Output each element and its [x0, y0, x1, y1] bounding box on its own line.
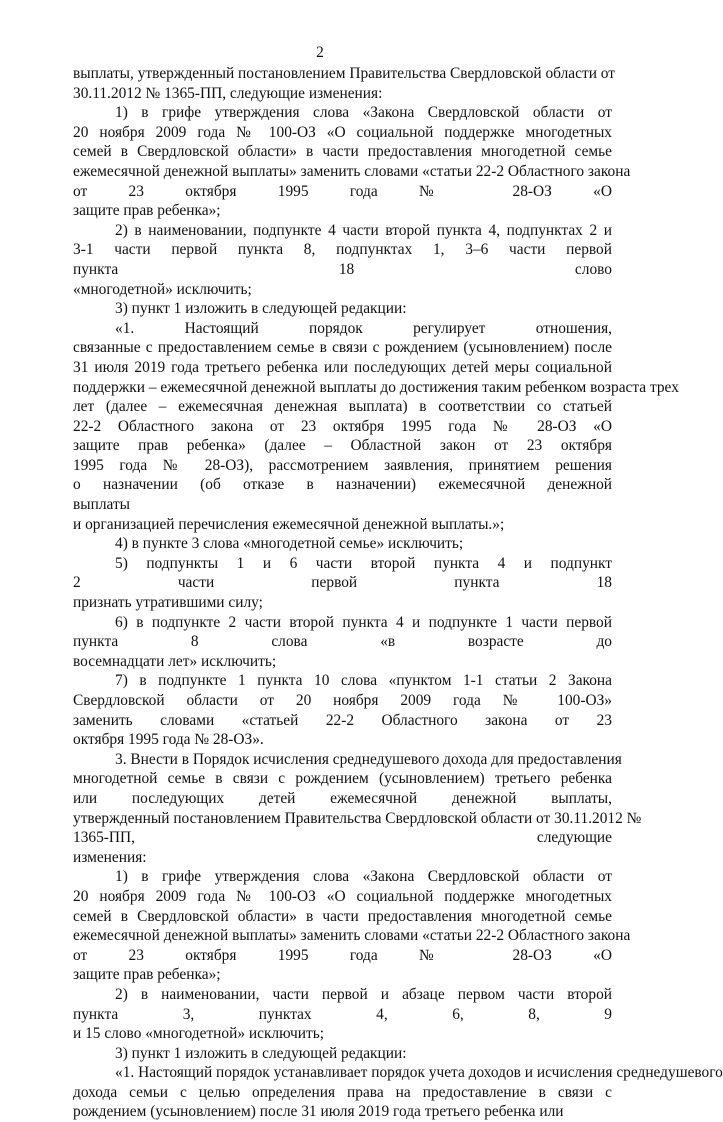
- paragraph: 1) в грифе утверждения слова «Закона Свердловской области от 20 ноября 2009 года № 100-ОЗ «О социальной поддержке многодетных семей в Свердловской области» в части предоставления многодетной семье ежемесячной денежной выплаты» заменить словами «статьи 22-2 Областного закона от 23 октября 1995 года № 28-ОЗ «О защите прав ребенка»;: [73, 104, 631, 220]
- paragraph: 4) в пункте 3 слова «многодетной семье» исключить;: [115, 535, 464, 553]
- paragraph: 3) пункт 1 изложить в следующей редакции:: [115, 300, 407, 318]
- paragraph: 5) подпункты 1 и 6 части второй пункта 4 и подпункт 2 части первой пункта 18 признать утратившими силу;: [73, 554, 612, 612]
- paragraph: 6) в подпункте 2 части второй пункта 4 и подпункте 1 части первой пункта 8 слова «в возрасте до восемнадцати лет» исключить;: [73, 613, 612, 670]
- paragraph: 2) в наименовании, подпункте 4 части второй пункта 4, подпунктах 2 и 3-1 части первой пункта 8, подпунктах 1, 3–6 части первой пункта 18 слово «многодетной» исключить;: [73, 221, 612, 298]
- paragraph: 3) пункт 1 изложить в следующей редакции:: [115, 1044, 407, 1062]
- paragraph: выплаты, утвержденный постановлением Правительства Свердловской области от 30.11.2012 № 1365-ПП, следующие изменения:: [73, 65, 615, 102]
- paragraph: «1. Настоящий порядок устанавливает порядок учета доходов и исчисления среднедушевого дохода семьи с целью определения права на предоставление в связи с рождением (усыновлением) после 31 июля 2019 года третьего ребенка или: [73, 1064, 723, 1121]
- paragraph: 7) в подпункте 1 пункта 10 слова «пунктом 1-1 статьи 2 Закона Свердловской области от 20 ноября 2009 года № 100-ОЗ» заменить словами «статьей 22-2 Областного закона от 23 октября 1995 года № 28-ОЗ».: [73, 672, 612, 749]
- paragraph: 3. Внести в Порядок исчисления среднедушевого дохода для предоставления многодетной семье в связи с рождением (усыновлением) третьего ребенка или последующих детей ежемесячной денежной выплаты, утвержденный постановлением Правительства Свердловской области от 30.11.2012 № 1365-ПП, следующие изменения:: [73, 750, 642, 866]
- document-body: [73, 64, 723, 1122]
- paragraph: 2) в наименовании, части первой и абзаце первом части второй пункта 3, пунктах 4, 6, 8, 9 и 15 слово «многодетной» исключить;: [73, 985, 612, 1043]
- paragraph: «1. Настоящий порядок регулирует отношения, связанные с предоставлением семье в связи с рождением (усыновлением) после 31 июля 2019 года третьего ребенка или последующих детей меры социальной поддержки – ежемесячной денежной выплаты до достижения таким ребенком возраста трех лет (далее – ежемесячная денежная выплата) в соответствии со статьей 22-2 Областного закона от 23 октября 1995 года № 28-ОЗ «О защите прав ребенка» (далее – Областной закон от 23 октября 1995 года № 28-ОЗ), рассмотрением заявления, принятием решения о назначении (об отказе в назначении) ежемесячной денежной выплаты и организацией перечисления ежемесячной денежной выплаты.»;: [73, 319, 679, 533]
- paragraph: 1) в грифе утверждения слова «Закона Свердловской области от 20 ноября 2009 года № 100-ОЗ «О социальной поддержке многодетных семей в Свердловской области» в части предоставления многодетной семье ежемесячной денежной выплаты» заменить словами «статьи 22-2 Областного закона от 23 октября 1995 года № 28-ОЗ «О защите прав ребенка»;: [73, 868, 631, 984]
- page-number: 2: [316, 44, 324, 61]
